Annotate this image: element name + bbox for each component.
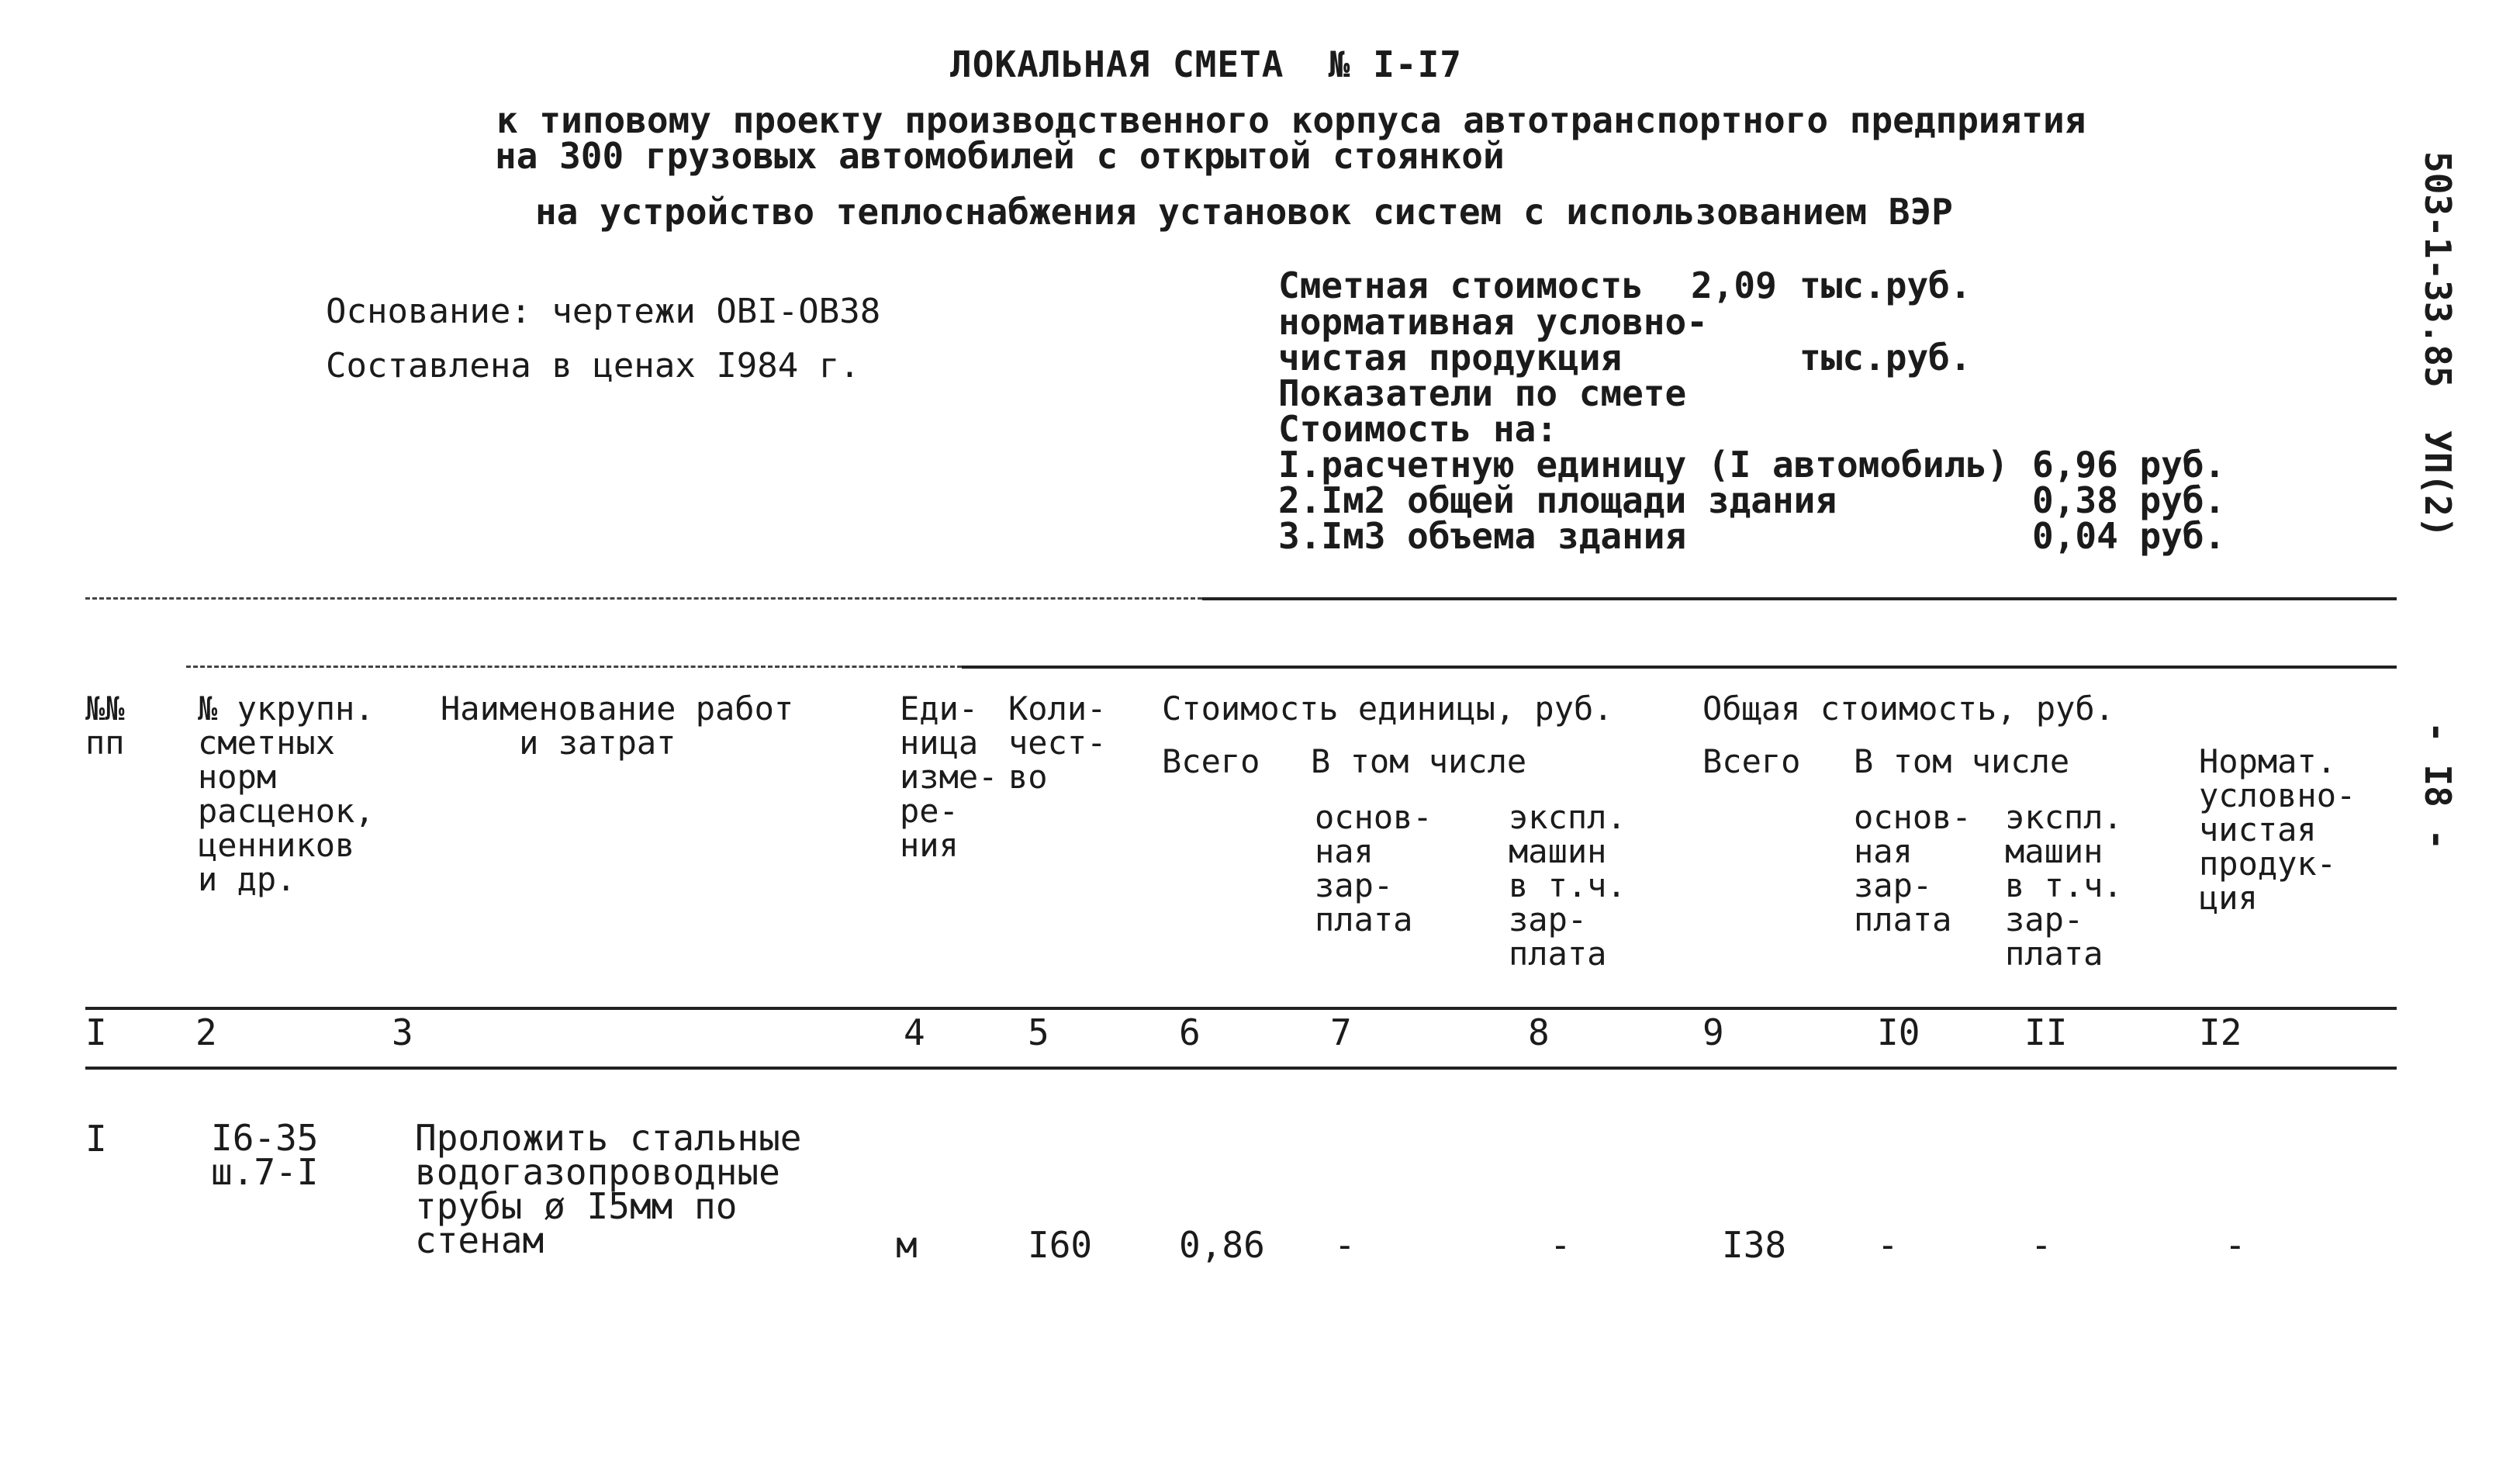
col-header-quantity: Коли- чест- во [1008,690,1107,796]
dashed-separator [186,666,962,668]
cost-on-label: Стоимость на: [1278,408,1558,450]
column-number: 6 [1179,1011,1201,1053]
column-number: I0 [1877,1011,1920,1053]
col-header-unit-cost-total: Всего [1162,742,1260,780]
col-header-norm: № укрупн. сметных норм расценок, ценников и др. [198,690,375,898]
basis-prices: Составлена в ценах I984 г. [326,346,860,386]
row-number: I [85,1118,107,1160]
indicator-item-value: 0,04 руб. [2032,515,2226,557]
row-total-cost-wage: - [1877,1224,1899,1266]
row-unit-cost-machines: - [1550,1224,1571,1266]
col-header-total-cost-machines: экспл. машин в т.ч. зар- плата [2005,798,2123,973]
col-header-unit: Еди- ница изме- ре- ния [900,690,998,864]
estimated-cost-value: 2,09 [1691,265,1777,306]
col-header-unit-cost-wage: основ- ная зар- плата [1315,798,1433,939]
col-header-total-cost-incl: В том числе [1854,742,2070,780]
net-product-unit: тыс.руб. [1799,337,1972,379]
net-product-label-2: чистая продукция [1278,337,1623,379]
indicators-label: Показатели по смете [1278,372,1687,414]
indicator-item-label: 2.Iм2 общей площади здания [1278,479,1837,521]
row-norm-code: I6-35 ш.7-I [211,1117,319,1193]
indicator-item-label: 3.Iм3 объема здания [1278,515,1687,557]
row-unit-cost-wage: - [1334,1224,1356,1266]
indicator-item-value: 6,96 руб. [2032,444,2226,486]
col-header-total-cost: Общая стоимость, руб. [1702,690,2115,728]
row-net-product: - [2224,1224,2246,1266]
net-product-label-1: нормативная условно- [1278,301,1708,343]
col-header-net-product: Нормат. условно- чистая продук- ция [2199,742,2356,917]
estimated-cost-label: Сметная стоимость [1278,265,1644,306]
column-number: II [2024,1011,2068,1053]
column-number: 8 [1528,1011,1550,1053]
document-code: 503-1-33.85 УП(2) [2417,151,2459,538]
indicator-item-value: 0,38 руб. [2032,479,2226,521]
estimate-subject: на устройство теплоснабжения установок систем с использованием ВЭР [535,191,1953,233]
column-number: I [85,1011,107,1053]
document-title: ЛОКАЛЬНАЯ СМЕТА № I-I7 [950,43,1462,85]
column-number: 4 [904,1011,925,1053]
page-number: - I8 - [2417,721,2459,851]
col-header-name: Наименование работ и затрат [441,690,794,762]
row-unit: м [896,1224,918,1266]
col-header-unit-cost-machines: экспл. машин в т.ч. зар- плата [1509,798,1626,973]
col-header-total-cost-wage: основ- ная зар- плата [1854,798,1972,939]
dashed-separator [85,597,1202,600]
row-total-cost-machines: - [2031,1224,2052,1266]
column-number: I2 [2199,1011,2242,1053]
column-number: 7 [1330,1011,1352,1053]
project-subtitle-line1: к типовому проекту производственного корпуса автотранспортного предприятия [496,99,2086,141]
header-bottom-rule [85,1007,2397,1010]
column-number: 5 [1028,1011,1049,1053]
estimated-cost-unit: тыс.руб. [1799,265,1972,306]
basis-drawings: Основание: чертежи ОВI-ОВ38 [326,292,881,331]
indicator-item-label: I.расчетную единицу (I автомобиль) [1278,444,2009,486]
col-header-unit-cost: Стоимость единицы, руб. [1162,690,1613,728]
row-work-name: Проложить стальные водогазопроводные трубы ø I5мм по стенам [415,1117,802,1261]
col-header-unit-cost-incl: В том числе [1311,742,1527,780]
row-total-cost: I38 [1722,1224,1787,1266]
row-unit-cost-total: 0,86 [1179,1224,1265,1266]
col-header-total-cost-total: Всего [1702,742,1801,780]
column-number: 9 [1702,1011,1724,1053]
col-header-number: №№ пп [85,690,125,762]
row-quantity: I60 [1028,1224,1093,1266]
column-number: 3 [392,1011,413,1053]
project-subtitle-line2: на 300 грузовых автомобилей с открытой стоянкой [495,135,1505,177]
table-top-rule [962,666,2397,669]
separator-line [1202,597,2397,600]
column-number: 2 [195,1011,217,1053]
column-numbers-rule [85,1067,2397,1070]
